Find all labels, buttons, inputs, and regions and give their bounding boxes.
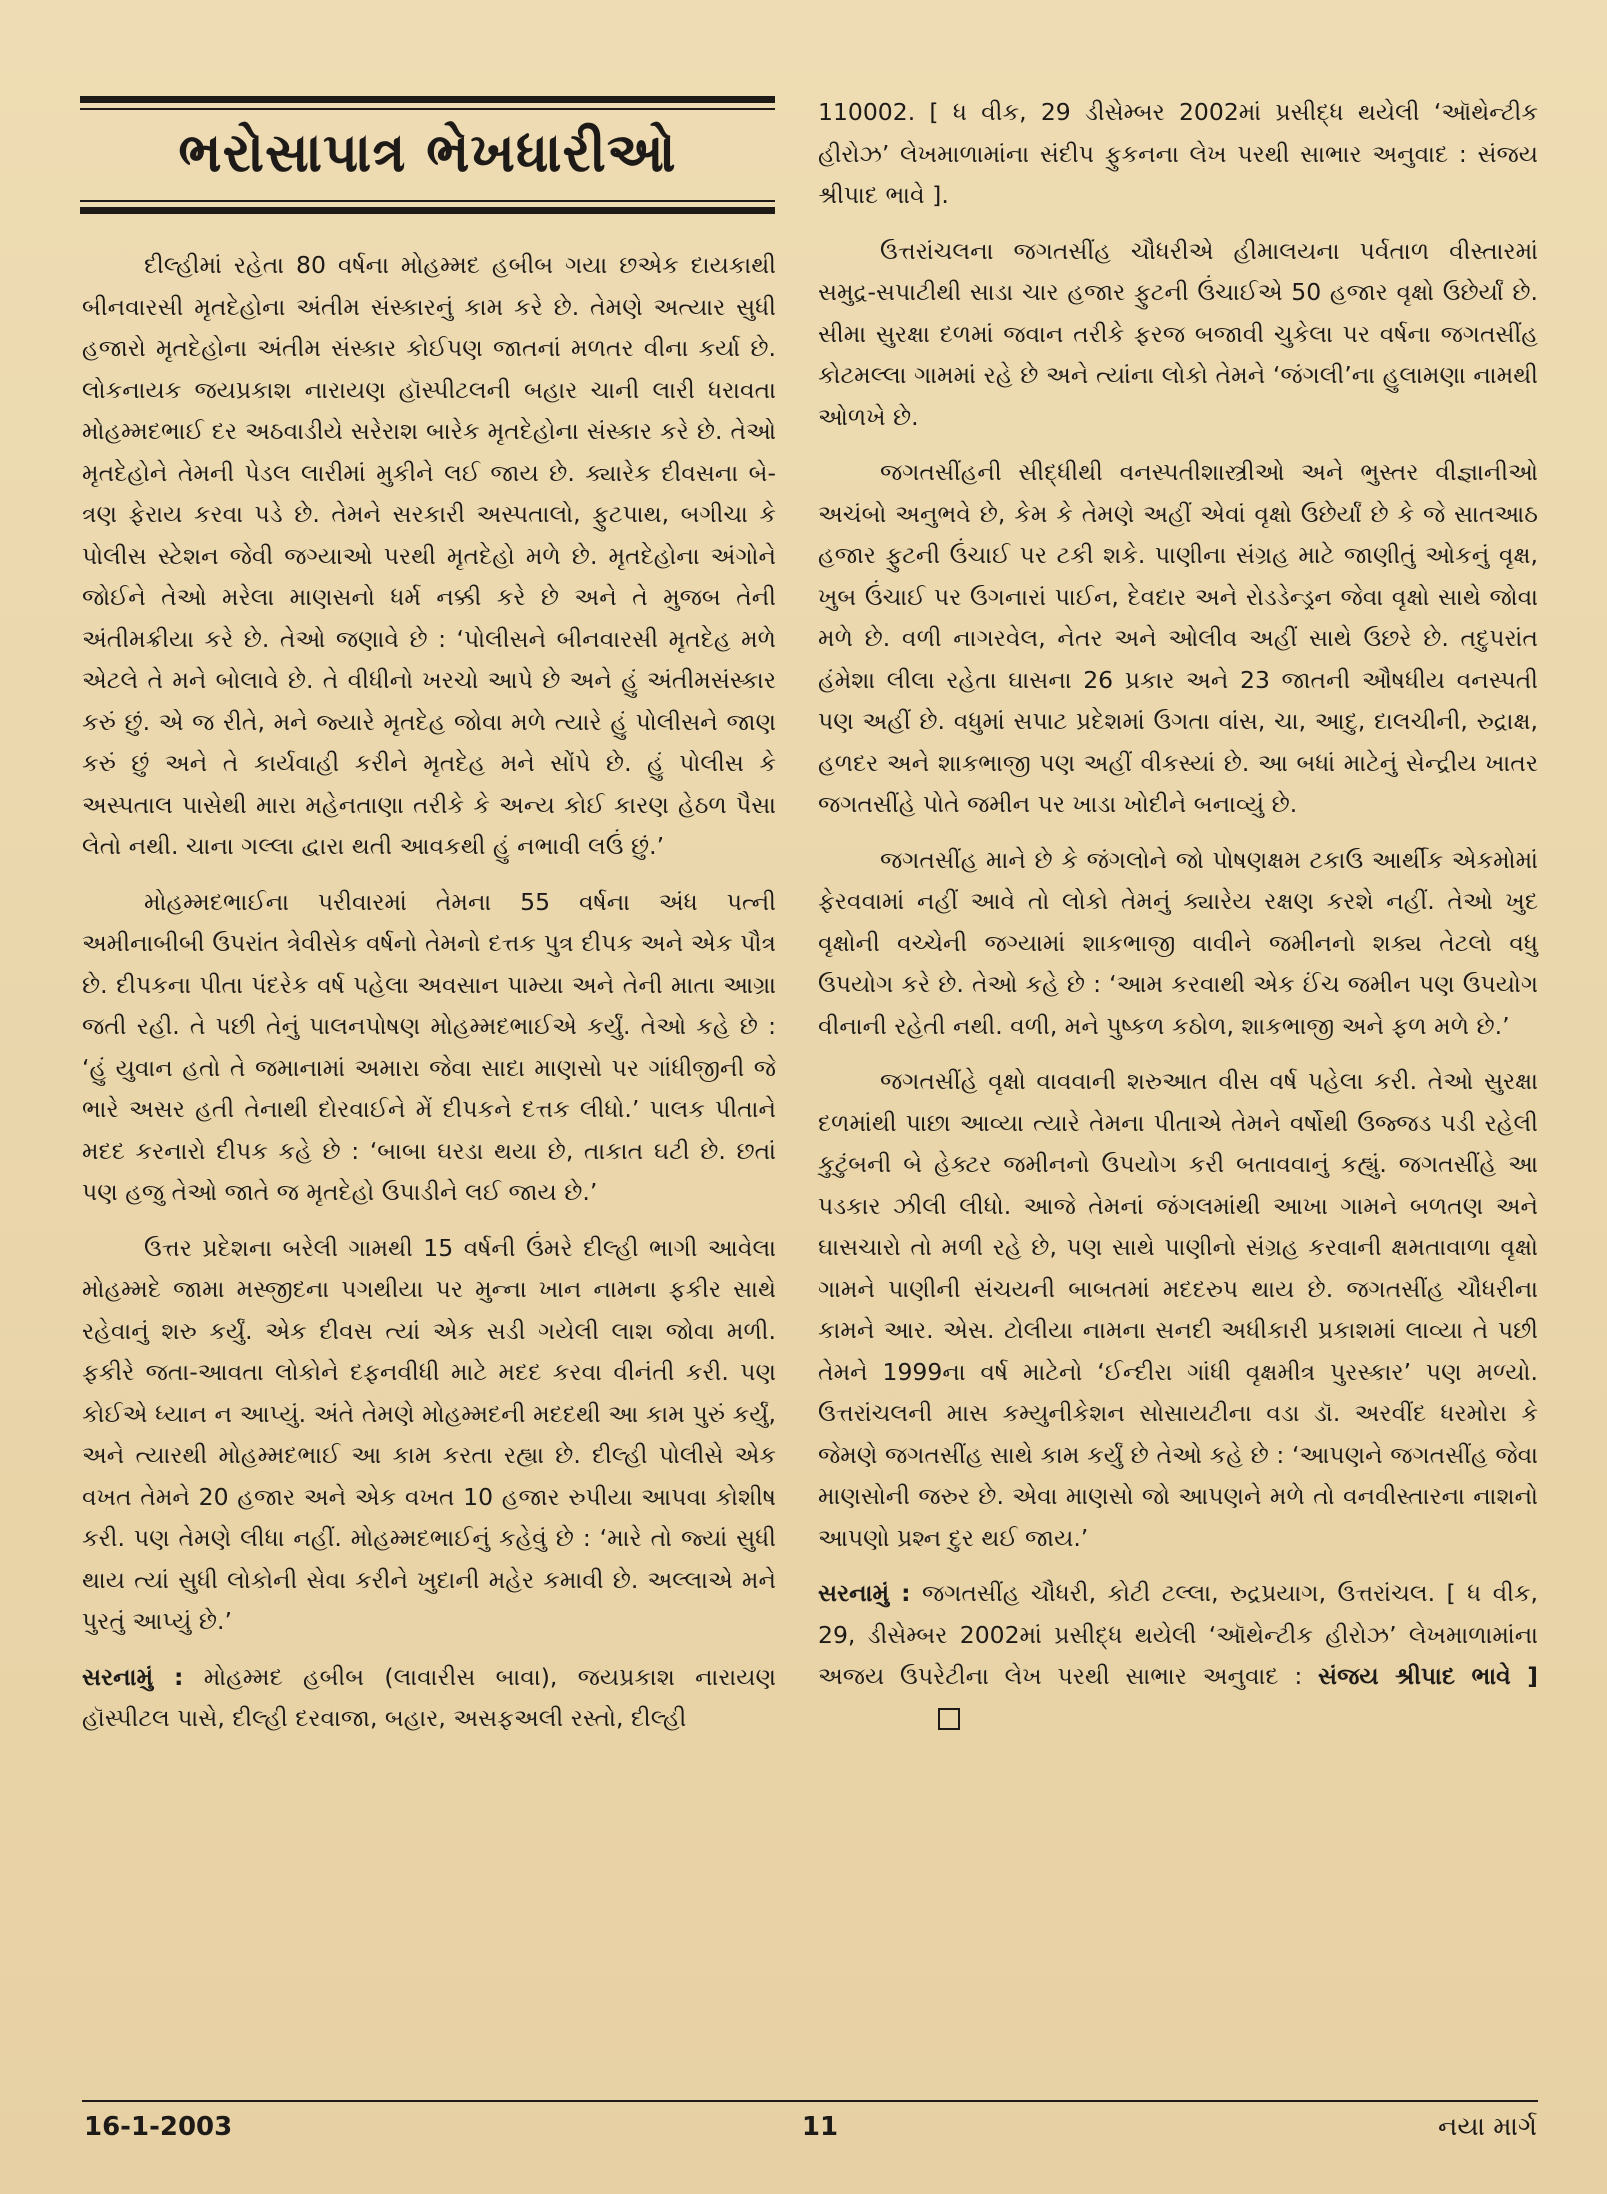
title-rule-top-thin xyxy=(80,108,775,110)
left-paragraph-3: ઉત્તર પ્રદેશના બરેલી ગામથી 15 વર્ષની ઉંમરે દીલ્હી ભાગી આવેલા મોહમ્મદે જામા મસ્જીદના પગથીયા પર મુન્ના ખાન નામના ફકીર સાથે રહેવાનું શરુ કર્યું. એક દીવસ ત્યાં એક સડી ગયેલી લાશ જોવા મળી. ફકીરે જતા-આવતા લોકોને દફનવીધી માટે મદદ કરવા વીનંતી કરી. પણ કોઈએ ધ્યાન ન આપ્યું. અંતે તેમણે મોહમ્મદની મદદથી આ કામ પુરું કર્યું, અને ત્યારથી મોહમ્મદભાઈ આ કામ કરતા રહ્યા છે. દીલ્હી પોલીસે એક વખત તેમને 20 હજાર અને એક વખત 10 હજાર રુપીયા આપવા કોશીષ કરી. પણ તેમણે લીધા નહીં. મોહમ્મદભાઈનું કહેવું છે : ‘મારે તો જ્યાં સુધી થાય ત્યાં સુધી લોકોની સેવા કરીને ખુદાની મહેર કમાવી છે. અલ્લાએ મને પુરતું આપ્યું છે.’ xyxy=(82,1233,776,1635)
title-rule-bottom-thick xyxy=(80,207,775,214)
left-paragraph-2: મોહમ્મદભાઈના પરીવારમાં તેમના 55 વર્ષના અંધ પત્ની અમીનાબીબી ઉપરાંત ત્રેવીસેક વર્ષનો તેમનો દત્તક પુત્ર દીપક અને એક પૌત્ર છે. દીપકના પીતા પંદરેક વર્ષ પહેલા અવસાન પામ્યા અને તેની માતા આગ્રા જતી રહી. તે પછી તેનું પાલનપોષણ મોહમ્મદભાઈએ કર્યું. તેઓ કહે છે : ‘હું યુવાન હતો તે જમાનામાં અમારા જેવા સાદા માણસો પર ગાંધીજીની જે ભારે અસર હતી તેનાથી દોરવાઈને મેં દીપકને દત્તક લીધો.’ પાલક પીતાને મદદ કરનારો દીપક કહે છે : ‘બાબા ઘરડા થયા છે, તાકાત ઘટી છે. છતાં પણ હજુ તેઓ જાતે જ મૃતદેહો ઉપાડીને લઈ જાય છે.’ xyxy=(82,887,776,1206)
title-rule-bottom-thin xyxy=(80,200,775,202)
left-column xyxy=(82,245,776,1754)
right-address-text: જગતસીંહ ચૌધરી, કોટી ટલ્લા, રુદ્રપ્રયાગ, ઉત્તરાંચલ. [ ધ વીક, 29, ડીસેમ્બર 2002માં પ્રસીદ્ધ થયેલી ‘ઑથેન્ટીક હીરોઝ’ લેખમાળામાંના અજય ઉપરેટીના લેખ પરથી સાભાર અનુવાદ : xyxy=(818,1579,1539,1690)
footer-rule xyxy=(82,2100,1538,2102)
left-address-text: મોહમ્મદ હબીબ (લાવારીસ બાવા), જયપ્રકાશ નારાયણ હૉસ્પીટલ પાસે, દીલ્હી દરવાજા, બહાર, અસફઅલી રસ્તો, દીલ્હી xyxy=(82,1662,776,1732)
footer-magazine-name: નયા માર્ગ xyxy=(1437,2112,1537,2142)
end-of-article-box-icon xyxy=(938,1708,960,1730)
footer-date: 16-1-2003 xyxy=(84,2112,233,2142)
article-title: ભરોસાપાત્ર ભેખધારીઓ xyxy=(178,121,677,184)
right-paragraph-2: જગતસીંહની સીદ્ધીથી વનસ્પતીશાસ્ત્રીઓ અને ભુસ્તર વીજ્ઞાનીઓ અચંબો અનુભવે છે, કેમ કે તેમણે અહીં એવાં વૃક્ષો ઉછેર્યાં છે કે જે સાતઆઠ હજાર ફુટની ઉંચાઈ પર ટકી શકે. પાણીના સંગ્રહ માટે જાણીતું ઓકનું વૃક્ષ, ખુબ ઉંચાઈ પર ઉગનારાં પાઈન, દેવદાર અને રોડડેન્ડ્રન જેવા વૃક્ષો સાથે જોવા મળે છે. વળી નાગરવેલ, નેતર અને ઓલીવ અહીં સાથે ઉછરે છે. તદુપરાંત હંમેશા લીલા રહેતા ઘાસના 26 પ્રકાર અને 23 જાતની ઔષધીય વનસ્પતી પણ અહીં છે. વધુમાં સપાટ પ્રદેશમાં ઉગતા વાંસ, ચા, આદુ, દાલચીની, રુદ્રાક્ષ, હળદર અને શાકભાજી પણ અહીં વીકસ્યાં છે. આ બધાં માટેનું સેન્દ્રીય ખાતર જગતસીંહે પોતે જમીન પર ખાડા ખોદીને બનાવ્યું છે. xyxy=(818,458,1538,818)
right-column xyxy=(818,92,1538,1753)
right-intro-citation: 110002. [ ધ વીક, 29 ડીસેમ્બર 2002માં પ્રસીદ્ધ થયેલી ‘ઑથેન્ટીક હીરોઝ’ લેખમાળામાંના સંદીપ ફુકનના લેખ પરથી સાભાર અનુવાદ : સંજય શ્રીપાદ ભાવે ]. xyxy=(818,98,1538,209)
left-address xyxy=(82,1657,776,1740)
right-paragraph-4: જગતસીંહે વૃક્ષો વાવવાની શરુઆત વીસ વર્ષ પહેલા કરી. તેઓ સુરક્ષા દળમાંથી પાછા આવ્યા ત્યારે તેમના પીતાએ તેમને વર્ષોથી ઉજ્જડ પડી રહેલી કુટુંબની બે હેક્ટર જમીનનો ઉપયોગ કરી બતાવવાનું કહ્યું. જગતસીંહે આ પડકાર ઝીલી લીધો. આજે તેમનાં જંગલમાંથી આખા ગામને બળતણ અને ઘાસચારો તો મળી રહે છે, પણ સાથે પાણીનો સંગ્રહ કરવાની ક્ષમતાવાળા વૃક્ષો ગામને પાણીની સંચયની બાબતમાં મદદરુપ થાય છે. જગતસીંહ ચૌધરીના કામને આર. એસ. ટોલીયા નામના સનદી અધીકારી પ્રકાશમાં લાવ્યા તે પછી તેમને 1999ના વર્ષ માટેનો ‘ઈન્દીરા ગાંધી વૃક્ષમીત્ર પુરસ્કાર’ પણ મળ્યો. ઉત્તરાંચલની માસ કમ્યુનીકેશન સોસાયટીના વડા ડૉ. અરવીંદ ધરમોરા કે જેમણે જગતસીંહ સાથે કામ કર્યું છે તેઓ કહે છે : ‘આપણને જગતસીંહ જેવા માણસોની જરુર છે. એવા માણસો જો આપણને મળે તો વનવીસ્તારના નાશનો આપણો પ્રશ્ન દુર થઈ જાય.’ xyxy=(818,1067,1538,1552)
right-credit: સંજય શ્રીપાદ ભાવે ] xyxy=(1318,1662,1538,1690)
right-paragraph-1: ઉત્તરાંચલના જગતસીંહ ચૌધરીએ હીમાલયના પર્વતાળ વીસ્તારમાં સમુદ્ર-સપાટીથી સાડા ચાર હજાર ફુટની ઉંચાઈએ 50 હજાર વૃક્ષો ઉછેર્યાં છે. સીમા સુરક્ષા દળમાં જવાન તરીકે ફરજ બજાવી ચુકેલા પર વર્ષના જગતસીંહ કોટમલ્લા ગામમાં રહે છે અને ત્યાંના લોકો તેમને ‘જંગલી’ના હુલામણા નામથી ઓળખે છે. xyxy=(818,236,1538,431)
right-address-label: સરનામું : xyxy=(818,1579,911,1607)
right-address xyxy=(818,1573,1538,1739)
left-paragraph-1: દીલ્હીમાં રહેતા 80 વર્ષના મોહમ્મદ હબીબ ગયા છએક દાયકાથી બીનવારસી મૃતદેહોના અંતીમ સંસ્કારનું કામ કરે છે. તેમણે અત્યાર સુધી હજારો મૃતદેહોના અંતીમ સંસ્કાર કોઈપણ જાતનાં મળતર વીના કર્યા છે. લોકનાયક જયપ્રકાશ નારાયણ હૉસ્પીટલની બહાર ચાની લારી ધરાવતા મોહમ્મદભાઈ દર અઠવાડીયે સરેરાશ બારેક મૃતદેહોના સંસ્કાર કરે છે. તેઓ મૃતદેહોને તેમની પેડલ લારીમાં મુકીને લઈ જાય છે. ક્યારેક દીવસના બે-ત્રણ ફેરાય કરવા પડે છે. તેમને સરકારી અસ્પતાલો, ફુટપાથ, બગીચા કે પોલીસ સ્ટેશન જેવી જગ્યાઓ પરથી મૃતદેહો મળે છે. મૃતદેહોના અંગોને જોઈને તેઓ મરેલા માણસનો ધર્મ નક્કી કરે છે અને તે મુજબ તેની અંતીમક્રીયા કરે છે. તેઓ જણાવે છે : ‘પોલીસને બીનવારસી મૃતદેહ મળે એટલે તે મને બોલાવે છે. તે વીધીનો ખરચો આપે છે અને હું અંતીમસંસ્કાર કરું છું. એ જ રીતે, મને જ્યારે મૃતદેહ જોવા મળે ત્યારે હું પોલીસને જાણ કરું છું અને તે કાર્યવાહી કરીને મૃતદેહ મને સોંપે છે. હું પોલીસ કે અસ્પતાલ પાસેથી મારા મહેનતાણા તરીકે કે અન્ય કોઈ કારણ હેઠળ પૈસા લેતો નથી. ચાના ગલ્લા દ્વારા થતી આવકથી હું નભાવી લઉં છું.’ xyxy=(82,251,776,860)
title-rule-top-thick xyxy=(80,96,775,103)
left-address-label: સરનામું : xyxy=(82,1662,184,1691)
right-paragraph-3: જગતસીંહ માને છે કે જંગલોને જો પોષણક્ષમ ટકાઉ આર્થીક એકમોમાં ફેરવવામાં નહીં આવે તો લોકો તેમનું ક્યારેય રક્ષણ કરશે નહીં. તેઓ ખુદ વૃક્ષોની વચ્ચેની જગ્યામાં શાકભાજી વાવીને જમીનનો શક્ય તેટલો વધુ ઉપયોગ કરે છે. તેઓ કહે છે : ‘આમ કરવાથી એક ઈંચ જમીન પણ ઉપયોગ વીનાની રહેતી નથી. વળી, મને પુષ્કળ કઠોળ, શાકભાજી અને ફળ મળે છે.’ xyxy=(818,845,1538,1040)
footer-page-number: 11 xyxy=(801,2112,839,2142)
